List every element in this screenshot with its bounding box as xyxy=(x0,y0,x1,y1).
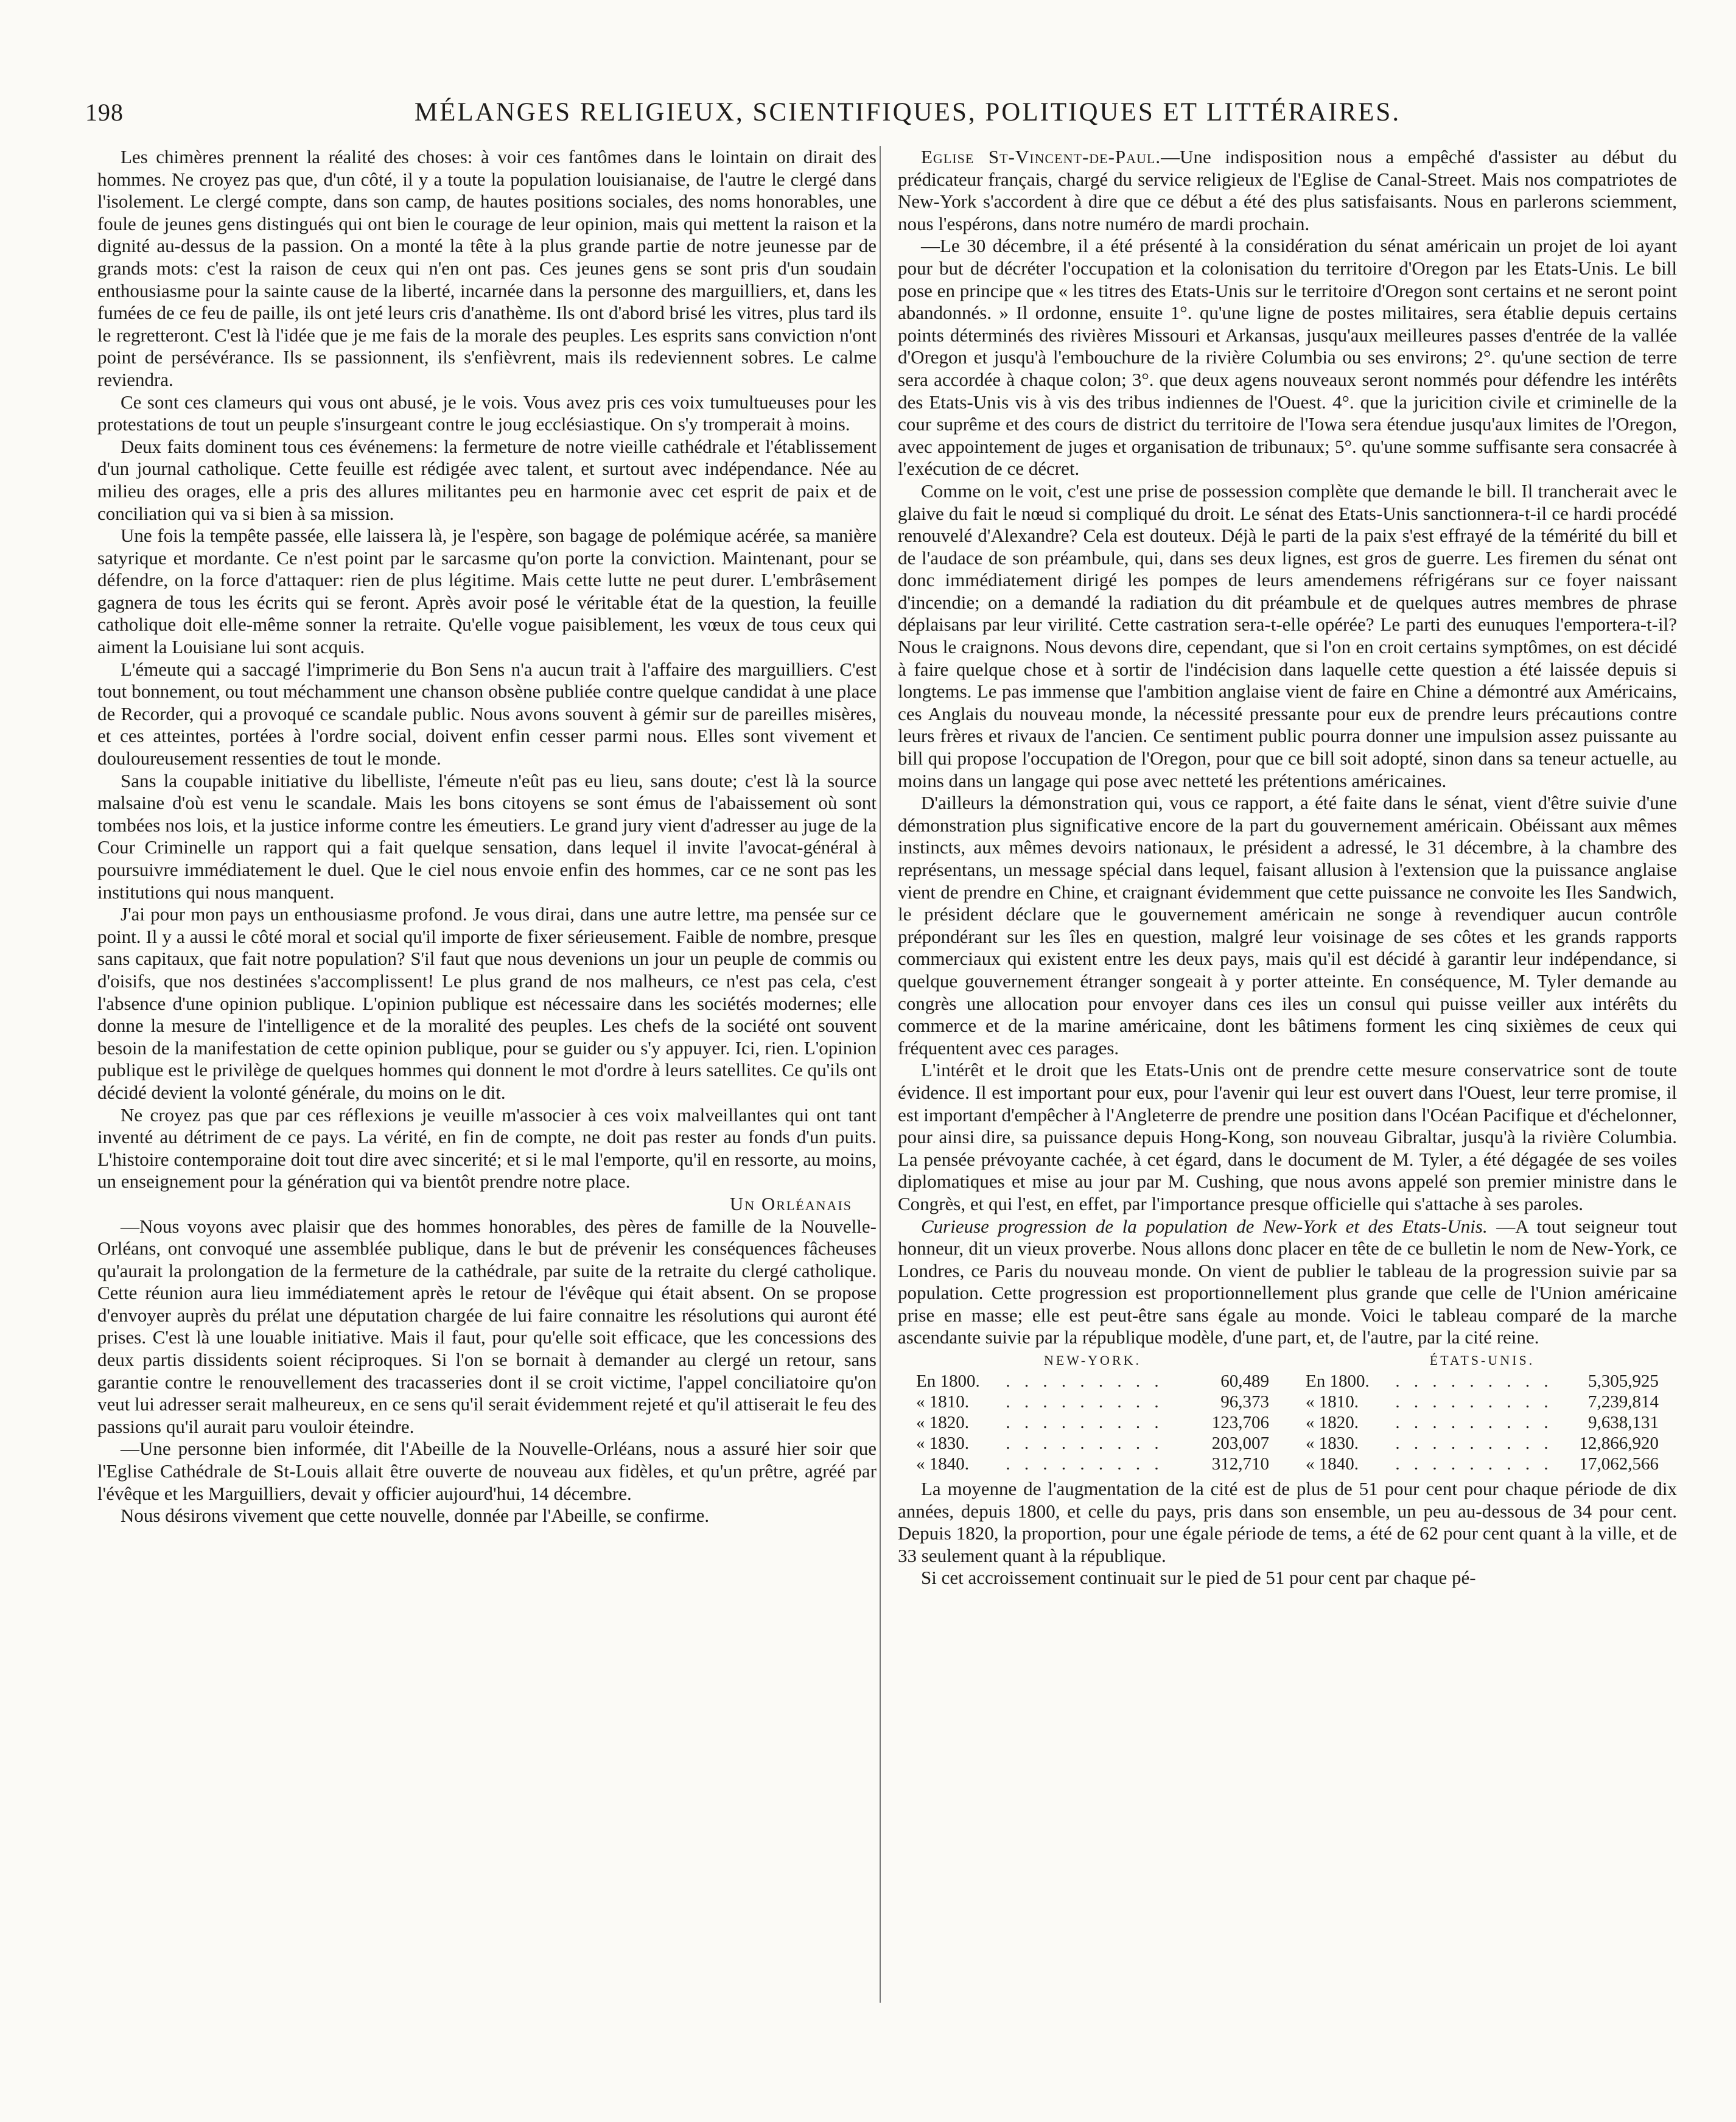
article-paragraph: Si cet accroissement continuait sur le pied de 51 pour cent par chaque pé- xyxy=(921,1567,1476,1589)
dot-leader: . . . . . . . . . xyxy=(1395,1392,1553,1412)
year-cell: « 1810. xyxy=(916,1392,969,1412)
population-cell: 96,373 xyxy=(1220,1392,1269,1412)
header-etats-unis: ÉTATS-UNIS. xyxy=(1429,1353,1535,1368)
table-row xyxy=(898,1454,1677,1474)
article-paragraph: Sans la coupable initiative du libelliste, l'émeute n'eût pas eu lieu, sans doute; c'est là la source malsaine d'où est venu le scandale. Mais les bons citoyens se sont émus de l'abaissement où sont tombées nos lois, et la justice informe contre les émeutiers. Le grand jury vient d'adresser au juge de la Cour Criminelle un rapport qui a fait quelque sensation, dans lequel il invite l'avocat-général à poursuivre immédiatement le duel. Que le ciel nous envoie enfin des hommes, car ce ne sont pas les institutions qui nous manquent. xyxy=(97,769,877,903)
population-cell: 12,866,920 xyxy=(1579,1434,1659,1454)
article-paragraph: Les chimères prennent la réalité des choses: à voir ces fantômes dans le lointain on dirait des hommes. Ne croyez pas que, d'un côté, il y a toute la population louisianaise, de l'autre le clergé dans l'isolement. Le clergé compte, dans son camp, de hautes positions sociales, des noms honorables, une foule de jeunes gens distingués qui ont bien le courage de leur opinion, mais qui mettent la raison et la dignité au-dessus de la passion. On a monté la tête à la plus grande partie de notre jeunesse par de grands mots: c'est la raison de ceux qui n'en ont pas. Ces jeunes gens se sont pris d'un soudain enthousiasme pour la sainte cause de la liberté, incarnée dans la personne des marguilliers, et, dans les fumées de ce feu de paille, ils ont jeté leurs cris d'anathème. Ils ont d'abord brisé les vitres, plus tard ils le regretteront. C'est là l'idée que je me fais de la morale des peuples. Les esprits sans conviction n'ont point de persévérance. Ils se passionnent, ils s'enfièvrent, mais ils redeviennent sobres. Le calme reviendra. xyxy=(97,146,877,390)
article-paragraph: La moyenne de l'augmentation de la cité est de plus de 51 pour cent pour chaque période de dix années, depuis 1800, et celle du pays, pris dans son ensemble, un peu au-dessous de 34 pour cent. Depuis 1820, la proportion, pour une égale période de tems, a été de 62 pour cent quant à la ville, et de 33 seulement quant à la république. xyxy=(898,1478,1677,1566)
table-row xyxy=(898,1371,1677,1392)
column-rule xyxy=(880,146,881,2003)
article-paragraph: Une fois la tempête passée, elle laissera là, je l'espère, son bagage de polémique acérée, sa manière satyrique et mordante. Ce n'est point par le sarcasme qu'on porte la conviction. Maintenant, pour se défendre, on la force d'attaquer: rien de plus légitime. Mais cette lutte ne peut durer. L'embrâsement gagnera de tous les écrits qui se feront. Après avoir posé le véritable état de la question, la feuille catholique doit elle-même sonner la retraite. Qu'elle vogue paisiblement, les vœux de tous ceux qui aiment la Louisiane lui sont acquis. xyxy=(97,525,877,658)
dot-leader: . . . . . . . . . xyxy=(1395,1434,1553,1454)
population-cell: 60,489 xyxy=(1220,1371,1269,1392)
table-row xyxy=(898,1392,1677,1412)
news-item-population xyxy=(898,1216,1677,1350)
news-item-body: —A tout seigneur tout honneur, dit un vieux proverbe. Nous allons donc placer en tête de ce bulletin le nom de New-York, ce Londres, ce Paris du nouveau monde. On vient de publier le tableau de la progression suivie par sa population. Cette progression est proportionnellement plus grande que celle de l'Union américaine prise en masse; elle est peut-être sans égale au monde. Voici le tableau comparé de la marche ascendante suivie par la république modèle, d'une part, et, de l'autre, par la cité reine. xyxy=(898,1215,1677,1348)
article-paragraph: J'ai pour mon pays un enthousiasme profond. Je vous dirai, dans une autre lettre, ma pensée sur ce point. Il y a aussi le côté moral et social qu'il importe de fixer sérieusement. Faible de nombre, presque sans capitaux, que fait notre population? S'il faut que nous devenions un jour un peuple de commis ou d'oisifs, que nos destinées s'accomplissent! Le plus grand de nos malheurs, ce n'est pas cela, c'est l'absence d'une opinion publique. L'opinion publique est nécessaire dans les sociétés modernes; elle donne la mesure de l'intelligence et de la moralité des peuples. Les chefs de la société ont souvent besoin de la manifestation de cette opinion publique, pour se guider ou s'y appuyer. Ici, rien. L'opinion publique est le privilège de quelques hommes qui donnent le mot d'ordre à leurs satellites. Ce qu'ils ont décidé devient la volonté générale, du moins on le dit. xyxy=(97,903,877,1103)
news-item: —Une personne bien informée, dit l'Abeille de la Nouvelle-Orléans, nous a assuré hier soir que l'Eglise Cathédrale de St-Louis allait être ouverte de nouveau aux fidèles, et qu'un prêtre, agréé par l'évêque et les Marguilliers, devait y officier aujourd'hui, 14 décembre. xyxy=(97,1438,877,1504)
dot-leader: . . . . . . . . . xyxy=(1006,1454,1164,1474)
year-cell: « 1820. xyxy=(916,1413,969,1433)
dot-leader: . . . . . . . . . xyxy=(1006,1392,1164,1412)
year-cell: « 1830. xyxy=(916,1434,969,1454)
header-new-york: NEW-YORK. xyxy=(1043,1353,1142,1368)
left-column xyxy=(97,146,877,1527)
population-cell: 9,638,131 xyxy=(1588,1413,1659,1433)
dot-leader: . . . . . . . . . xyxy=(1006,1371,1164,1392)
article-paragraph: Comme on le voit, c'est une prise de possession complète que demande le bill. Il trancherait avec le glaive du fait le nœud si compliqué du droit. Le sénat des Etats-Unis sanctionnera-t-il ce hardi procédé renouvelé d'Alexandre? Cela est douteux. Déjà le parti de la paix s'est effrayé de la témérité du bill et de l'audace de son préambule, qui, dans ses deux lignes, est gros de guerre. Les firemen du sénat ont donc immédiatement dirigé les pompes de leurs amendemens réfrigérans sur ce foyer naissant d'incendie; on a demandé la radiation du dit préambule et de quelques autres membres de phrase déplaisans par leur virilité. Cette castration sera-t-elle opérée? Le parti des eunuques l'emportera-t-il? Nous le craignons. Nous devons dire, cependant, que si l'on en croit certains symptômes, on est décidé à faire quelque chose et à sortir de l'indécision dans laquelle cette question a été laissée depuis si longtems. Le pas immense que l'ambition anglaise vient de faire en Chine a démontré aux Américains, ces Anglais du nouveau monde, la nécessité pressante pour eux de prendre leurs précautions contre leurs frères et rivaux de l'ancien. Ce sentiment public pourra donner une impulsion assez puissante au bill qui propose l'occupation de l'Oregon, pour que ce bill soit adopté, sinon dans sa teneur actuelle, au moins dans un langage qui pose avec netteté les prétentions américaines. xyxy=(898,480,1677,791)
article-paragraph: D'ailleurs la démonstration qui, vous ce rapport, a été faite dans le sénat, vient d'être suivie d'une démonstration plus significative encore de la part du gouvernement américain. Obéissant aux mêmes instincts, aux mêmes devoirs nationaux, le président a adressé, le 31 décembre, à la chambre des représentans, un message spécial dans lequel, faisant allusion à l'extension que la puissance anglaise vient de prendre en Chine, et craignant évidemment que cette puissance ne convoite les Iles Sandwich, le président déclare que le gouvernement américain ne songe à revendiquer aucun contrôle prépondérant sur les îles en question, malgré leur voisinage de ses côtes et les grands rapports commerciaux qui existent entre les deux pays, mais qu'il est décidé à garantir leur indépendance, si quelque gouvernement étranger songeait à y porter atteinte. En conséquence, M. Tyler demande au congrès une allocation pour envoyer dans ces iles un consul qui puisse veiller aux intérêts du commerce et de la marine américaine, dont les bâtimens forment les cinq sixièmes de ceux qui fréquentent avec ces parages. xyxy=(898,792,1677,1059)
population-table xyxy=(898,1350,1677,1474)
running-head xyxy=(85,97,1639,140)
article-paragraph: L'émeute qui a saccagé l'imprimerie du Bon Sens n'a aucun trait à l'affaire des marguilliers. C'est tout bonnement, ou tout méchamment une chanson obsène publiée contre quelque candidat à une place de Recorder, qui a provoqué ce scandale public. Nous avons souvent à gémir sur de pareilles misères, et ces atteintes, portées à l'ordre social, doivent enfin cesser parmi nous. Elles sont vivement et douloureusement ressenties de tout le monde. xyxy=(97,658,877,769)
dot-leader: . . . . . . . . . xyxy=(1395,1371,1553,1392)
page-number: 198 xyxy=(85,99,124,126)
news-item-body: —Une indisposition nous a empêché d'assister au début du prédicateur français, chargé du service religieux de l'Eglise de Canal-Street. Mais nos compatriotes de New-York s'accordent à dire que ce début a été des plus satisfaisants. Nous en parlerons sciemment, nous l'espérons, dans notre numéro de mardi prochain. xyxy=(898,146,1677,234)
year-cell: En 1800. xyxy=(916,1371,980,1392)
article-paragraph: Ne croyez pas que par ces réflexions je veuille m'associer à ces voix malveillantes qui ont tant inventé au détriment de ce pays. La vérité, en fin de compte, ne doit pas rester au fonds d'un puits. L'histoire contemporaine doit tout dire avec sincerité; et si le mal l'emporte, qu'il en ressorte, au moins, un enseignement pour la génération qui va bientôt prendre notre place. xyxy=(97,1104,877,1192)
population-cell: 17,062,566 xyxy=(1579,1454,1659,1474)
population-cell: 123,706 xyxy=(1211,1413,1269,1433)
table-row xyxy=(898,1433,1677,1454)
year-cell: « 1840. xyxy=(1306,1454,1359,1474)
population-cell: 5,305,925 xyxy=(1588,1371,1659,1392)
news-item-saint-vincent xyxy=(898,146,1677,235)
news-item-heading: Curieuse progression de la population de New-York et des Etats-Unis. xyxy=(921,1215,1488,1237)
table-row xyxy=(898,1412,1677,1433)
news-item: —Le 30 décembre, il a été présenté à la considération du sénat américain un projet de loi ayant pour but de décréter l'occupation et la colonisation du territoire d'Oregon par les Etats-Unis. Le bill pose en principe que « les titres des Etats-Unis sur le territoire d'Oregon sont certains et ne seront point abandonnés. » Il ordonne, ensuite 1°. qu'une ligne de postes militaires, sera établie depuis certains points déterminés des rivières Missouri et Arkansas, jusqu'aux meilleures passes d'entrée de la vallée d'Oregon et jusqu'à l'embouchure de la rivière Columbia ou ses environs; 2°. qu'une section de terre sera accordée à chaque colon; 3°. que deux agens nouveaux seront nommés pour défendre les intérêts des Etats-Unis vis à vis des tribus indiennes de l'Ouest. 4°. que la juricition civile et criminelle de la cour suprême et des cours de district du territoire de l'Iowa sera étendue jusqu'aux limites de l'Oregon, avec appointement de juges et organisation de tribunaux; 5°. qu'une somme suffisante sera consacrée à l'exécution de ce décret. xyxy=(898,235,1677,480)
year-cell: « 1840. xyxy=(916,1454,969,1474)
population-cell: 312,710 xyxy=(1211,1454,1269,1474)
year-cell: « 1830. xyxy=(1306,1434,1359,1454)
news-item: —Nous voyons avec plaisir que des hommes honorables, des pères de famille de la Nouvelle-Orléans, ont convoqué une assemblée publique, dans le but de prévenir les conséquences fâcheuses qu'aurait la prolongation de la fermeture de la cathédrale, par suite de la retraite du clergé catholique. Cette réunion aura lieu immédiatement après le retour de l'évêque qui était absent. On se propose d'envoyer auprès du prélat une députation chargée de lui faire connaitre les résolutions qui auront été prises. C'est là une louable initiative. Mais il faut, pour qu'elle soit efficace, que les concessions des deux partis dissidents soient réciproques. Si l'on se bornait à demander au clergé un retour, sans garantie contre le renouvellement des tracasseries dont il se croit victime, l'appel conciliatoire qu'on veut lui adresser serait malheureux, en ce sens qu'il serait évidemment rejeté et qu'il attiserait le feu des passions qu'il aurait paru vouloir éteindre. xyxy=(97,1215,877,1437)
dot-leader: . . . . . . . . . xyxy=(1006,1434,1164,1454)
population-cell: 7,239,814 xyxy=(1588,1392,1659,1412)
journal-title: MÉLANGES RELIGIEUX, SCIENTIFIQUES, POLITIQUES ET LITTÉRAIRES. xyxy=(414,98,1401,127)
dot-leader: . . . . . . . . . xyxy=(1395,1413,1553,1433)
dot-leader: . . . . . . . . . xyxy=(1006,1413,1164,1433)
news-item-heading: Eglise St-Vincent-de-Paul. xyxy=(921,146,1161,167)
year-cell: « 1820. xyxy=(1306,1413,1359,1433)
population-cell: 203,007 xyxy=(1211,1434,1269,1454)
article-paragraph: Deux faits dominent tous ces événemens: la fermeture de notre vieille cathédrale et l'établissement d'un journal catholique. Cette feuille est rédigée avec talent, et surtout avec indépendance. Née au milieu des orages, elle a pris des allures militantes peu en harmonie avec cet esprit de paix et de conciliation qui va si bien à sa mission. xyxy=(97,435,877,524)
article-signature: Un Orléanais xyxy=(729,1192,852,1214)
right-column xyxy=(898,146,1677,1589)
year-cell: « 1810. xyxy=(1306,1392,1359,1412)
year-cell: En 1800. xyxy=(1306,1371,1370,1392)
news-item: Nous désirons vivement que cette nouvelle, donnée par l'Abeille, se confirme. xyxy=(121,1505,710,1527)
population-table-header xyxy=(898,1350,1677,1371)
article-paragraph: Ce sont ces clameurs qui vous ont abusé, je le vois. Vous avez pris ces voix tumultueuses pour les protestations de tout un peuple s'insurgeant contre le joug ecclésiastique. On s'y tromperait à moins. xyxy=(97,391,877,435)
article-paragraph: L'intérêt et le droit que les Etats-Unis ont de prendre cette mesure conservatrice sont de toute évidence. Il est important pour eux, pour l'avenir qui leur est ouvert dans l'Ouest, leur terre promise, il est important d'empêcher à l'Angleterre de prendre une position dans l'Océan Pacifique et d'échelonner, pour ainsi dire, sa puissance depuis Hong-Kong, son nouveau Gibraltar, jusqu'à la rivière Columbia. La pensée prévoyante cachée, à cet égard, dans le document de M. Tyler, a été dégagée de ses voiles diplomatiques et mise au jour par M. Cushing, que nous avons appelé son premier ministre dans le Congrès, et qui l'est, en effet, par l'importance presque officielle qui s'attache à ses paroles. xyxy=(898,1059,1677,1214)
dot-leader: . . . . . . . . . xyxy=(1395,1454,1553,1474)
